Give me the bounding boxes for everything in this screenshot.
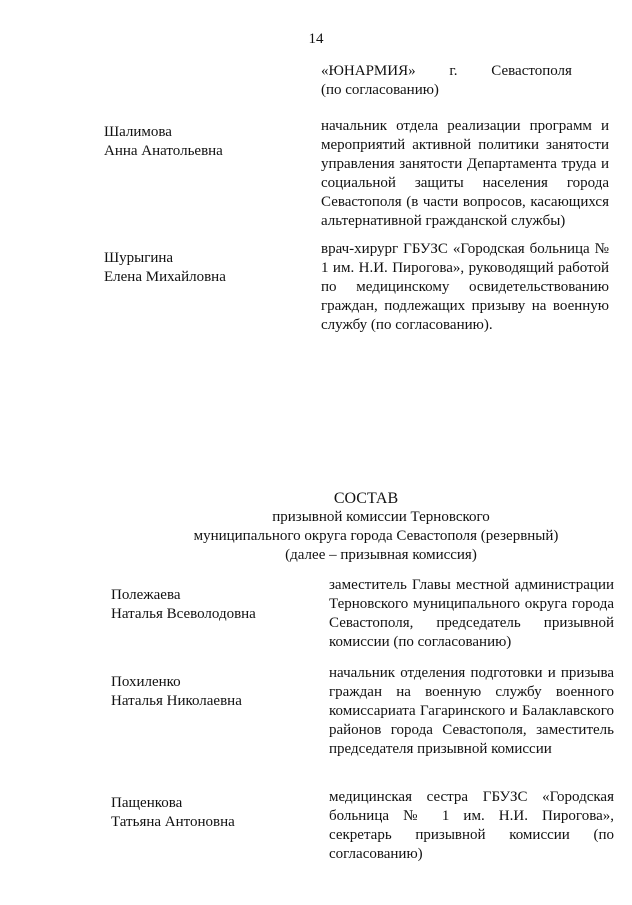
composition-subtitle-3: (далее – призывная комиссия) <box>285 547 477 563</box>
member-role-pokhilenko: начальник отделения подготовки и призыва граждан на военную службу военного комиссариата Гагаринского и Балаклавского районов города Севастополя, заместитель председателя призывной комиссии <box>329 665 614 757</box>
composition-title: СОСТАВ <box>333 490 399 507</box>
member-name-shalimova: Шалимова Анна Анатольевна <box>104 124 223 159</box>
member-role-shurygina: врач-хирург ГБУЗС «Городская больница № 1 им. Н.И. Пирогова», руководящий работой по медицинскому освидетельствованию граждан, подлежащих призыву на военную службу (по согласованию). <box>321 241 609 333</box>
member-name-shurygina: Шурыгина Елена Михайловна <box>104 250 226 285</box>
member-role-shalimova: начальник отдела реализации программ и мероприятий активной политики занятости управления занятости Департамента труда и социальной защиты населения города Севастополя (в части вопросов, касающихся альтернативной гражданской службы) <box>321 118 609 229</box>
member-name-polezhaeva: Полежаева Наталья Всеволодовна <box>111 587 256 622</box>
member-name-pokhilenko: Похиленко Наталья Николаевна <box>111 674 242 709</box>
continued-role <box>321 62 608 100</box>
member-role-pashchenkova: медицинская сестра ГБУЗС «Городская больница № 1 им. Н.И. Пирогова», секретарь призывной комиссии (по согласованию) <box>329 789 614 862</box>
composition-subtitle-1: призывной комиссии Терновского <box>272 509 490 525</box>
composition-subtitle-2: муниципального округа города Севастополя (резервный) <box>193 528 559 544</box>
composition-title-block <box>0 489 632 565</box>
continued-role-line1: «ЮНАРМИЯ» г. Севастополя <box>321 63 572 79</box>
member-role-polezhaeva: заместитель Главы местной администрации Терновского муниципального округа города Севастополя, председатель призывной комиссии (по согласованию) <box>329 577 614 650</box>
continued-role-line2: (по согласованию) <box>321 82 439 98</box>
page-number: 14 <box>308 31 324 47</box>
member-name-pashchenkova: Пащенкова Татьяна Антоновна <box>111 795 235 830</box>
